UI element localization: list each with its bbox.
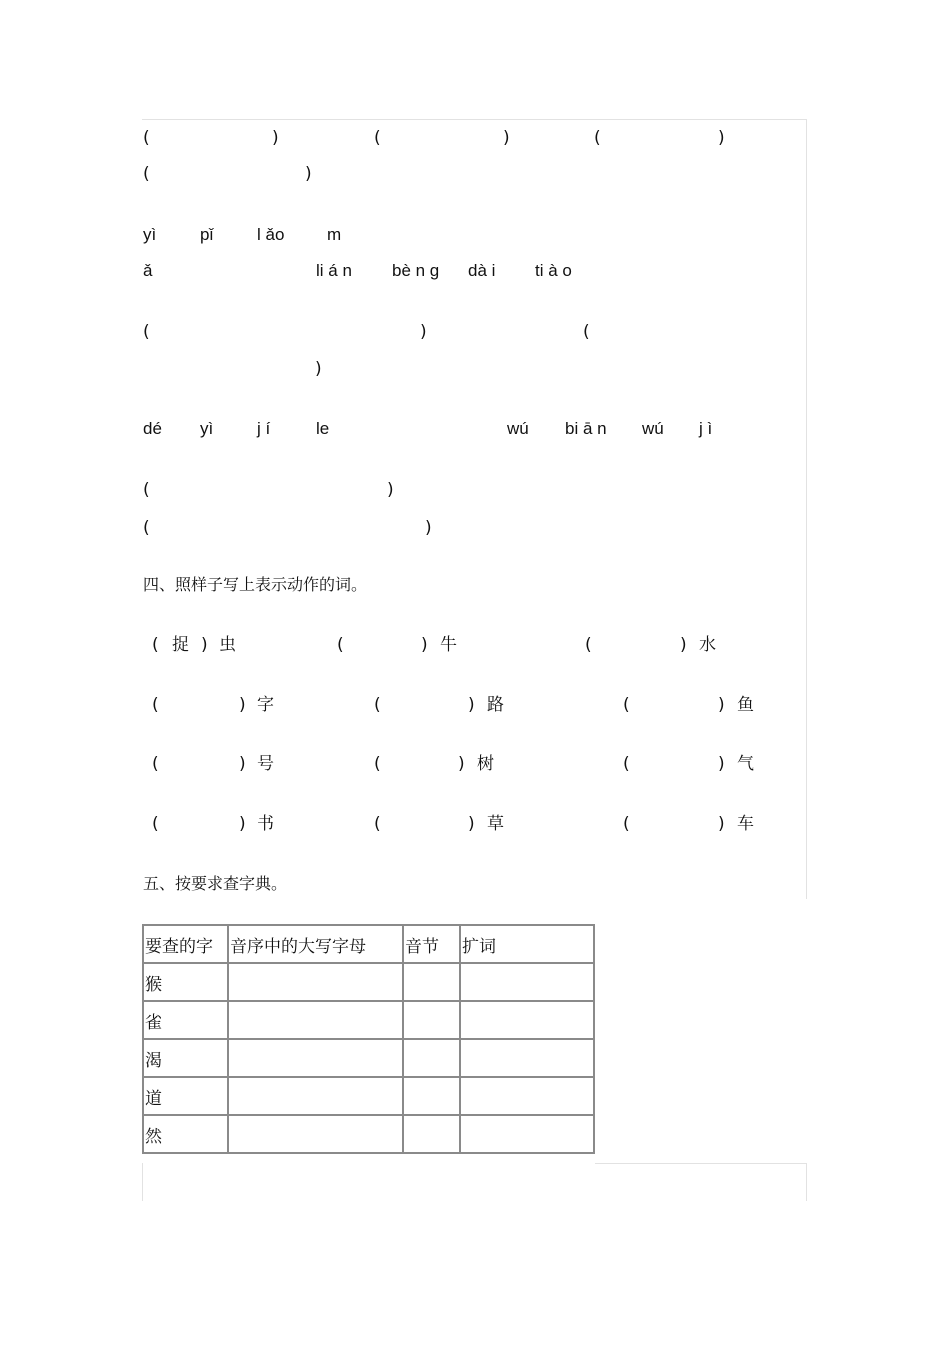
table-cell-input[interactable] bbox=[228, 1001, 403, 1039]
pinyin-syllable: bè n g bbox=[392, 261, 440, 280]
target-word: 牛 bbox=[440, 635, 457, 655]
table-header-row bbox=[143, 925, 594, 963]
table-header-cell: 要查的字 bbox=[143, 925, 228, 963]
frame-bottom-top-line bbox=[595, 1163, 807, 1164]
paren-close: ) bbox=[272, 128, 279, 148]
table-cell-input[interactable] bbox=[403, 1001, 460, 1039]
pinyin-syllable: li á n bbox=[316, 261, 352, 280]
table-row bbox=[143, 963, 594, 1001]
frame-bottom-left-line bbox=[142, 1163, 143, 1201]
paren-open: ( bbox=[374, 128, 381, 148]
pinyin-syllable: wú bbox=[642, 419, 664, 438]
pinyin-syllable: dé bbox=[143, 419, 162, 438]
paren-close: ) bbox=[305, 164, 312, 184]
table-header-cell: 扩词 bbox=[460, 925, 594, 963]
table-cell-char: 猴 bbox=[143, 963, 228, 1001]
paren-open: ( bbox=[143, 480, 150, 500]
paren-close: ) bbox=[239, 695, 246, 715]
paren-close: ) bbox=[468, 695, 475, 715]
pinyin-syllable: ti à o bbox=[535, 261, 572, 280]
paren-close: ) bbox=[315, 359, 322, 379]
paren-close: ) bbox=[425, 518, 432, 538]
frame-top-line bbox=[142, 119, 807, 120]
table-cell-input[interactable] bbox=[403, 1077, 460, 1115]
paren-open: ( bbox=[374, 754, 381, 774]
paren-close: ) bbox=[718, 695, 725, 715]
paren-open: ( bbox=[583, 322, 590, 342]
table-row bbox=[143, 1115, 594, 1153]
paren-open: ( bbox=[152, 695, 159, 715]
table-cell-input[interactable] bbox=[460, 1115, 594, 1153]
target-word: 字 bbox=[257, 695, 274, 715]
pinyin-syllable: j ì bbox=[699, 419, 713, 438]
table-cell-char: 渴 bbox=[143, 1039, 228, 1077]
table-cell-input[interactable] bbox=[228, 1077, 403, 1115]
paren-open: ( bbox=[337, 635, 344, 655]
paren-open: ( bbox=[623, 695, 630, 715]
paren-close: ) bbox=[201, 635, 208, 655]
paren-open: ( bbox=[594, 128, 601, 148]
target-word: 虫 bbox=[219, 635, 236, 655]
table-row bbox=[143, 1001, 594, 1039]
paren-open: ( bbox=[143, 518, 150, 538]
pinyin-syllable: le bbox=[316, 419, 330, 438]
target-word: 路 bbox=[487, 695, 504, 715]
answer-fill[interactable]: 捉 bbox=[172, 635, 189, 655]
target-word: 号 bbox=[257, 754, 274, 774]
pinyin-syllable: yì bbox=[143, 225, 157, 244]
table-cell-char: 然 bbox=[143, 1115, 228, 1153]
paren-close: ) bbox=[239, 814, 246, 834]
pinyin-syllable: dà i bbox=[468, 261, 496, 280]
table-cell-input[interactable] bbox=[460, 1039, 594, 1077]
paren-open: ( bbox=[623, 754, 630, 774]
frame-bottom-right-line bbox=[806, 1163, 807, 1201]
paren-open: ( bbox=[152, 814, 159, 834]
paren-open: ( bbox=[143, 164, 150, 184]
paren-close: ) bbox=[458, 754, 465, 774]
table-cell-input[interactable] bbox=[460, 1001, 594, 1039]
target-word: 车 bbox=[737, 814, 754, 834]
target-word: 鱼 bbox=[737, 695, 754, 715]
pinyin-syllable: m bbox=[327, 225, 342, 244]
paren-open: ( bbox=[143, 128, 150, 148]
table-cell-char: 道 bbox=[143, 1077, 228, 1115]
pinyin-syllable: l ǎo bbox=[257, 225, 285, 244]
section-heading: 五、按要求查字典。 bbox=[143, 874, 288, 893]
paren-close: ) bbox=[420, 322, 427, 342]
pinyin-syllable: ǎ bbox=[143, 261, 153, 280]
frame-right-line bbox=[806, 119, 807, 899]
paren-open: ( bbox=[374, 695, 381, 715]
table-row bbox=[143, 1077, 594, 1115]
dictionary-table bbox=[142, 924, 595, 1154]
paren-close: ) bbox=[239, 754, 246, 774]
paren-open: ( bbox=[152, 754, 159, 774]
pinyin-syllable: bi ā n bbox=[565, 419, 607, 438]
table-cell-input[interactable] bbox=[403, 1115, 460, 1153]
target-word: 树 bbox=[477, 754, 494, 774]
target-word: 书 bbox=[257, 814, 274, 834]
table-cell-input[interactable] bbox=[460, 963, 594, 1001]
target-word: 气 bbox=[737, 754, 754, 774]
table-cell-input[interactable] bbox=[403, 1039, 460, 1077]
table-cell-input[interactable] bbox=[228, 1115, 403, 1153]
paren-close: ) bbox=[718, 128, 725, 148]
table-header-cell: 音序中的大写字母 bbox=[228, 925, 403, 963]
paren-close: ) bbox=[718, 814, 725, 834]
paren-close: ) bbox=[503, 128, 510, 148]
pinyin-syllable: pǐ bbox=[200, 225, 214, 244]
table-row bbox=[143, 1039, 594, 1077]
pinyin-syllable: yì bbox=[200, 419, 214, 438]
table-cell-input[interactable] bbox=[460, 1077, 594, 1115]
table-cell-char: 雀 bbox=[143, 1001, 228, 1039]
paren-close: ) bbox=[718, 754, 725, 774]
paren-open: ( bbox=[623, 814, 630, 834]
paren-close: ) bbox=[680, 635, 687, 655]
paren-close: ) bbox=[468, 814, 475, 834]
paren-open: ( bbox=[374, 814, 381, 834]
table-cell-input[interactable] bbox=[403, 963, 460, 1001]
target-word: 草 bbox=[487, 814, 504, 834]
paren-open: ( bbox=[585, 635, 592, 655]
paren-open: ( bbox=[152, 635, 159, 655]
paren-close: ) bbox=[421, 635, 428, 655]
table-header-cell: 音节 bbox=[403, 925, 460, 963]
table-cell-input[interactable] bbox=[228, 963, 403, 1001]
paren-close: ) bbox=[387, 480, 394, 500]
target-word: 水 bbox=[699, 635, 716, 655]
pinyin-syllable: wú bbox=[507, 419, 529, 438]
table-cell-input[interactable] bbox=[228, 1039, 403, 1077]
pinyin-syllable: j í bbox=[257, 419, 271, 438]
paren-open: ( bbox=[143, 322, 150, 342]
section-heading: 四、照样子写上表示动作的词。 bbox=[143, 575, 368, 594]
